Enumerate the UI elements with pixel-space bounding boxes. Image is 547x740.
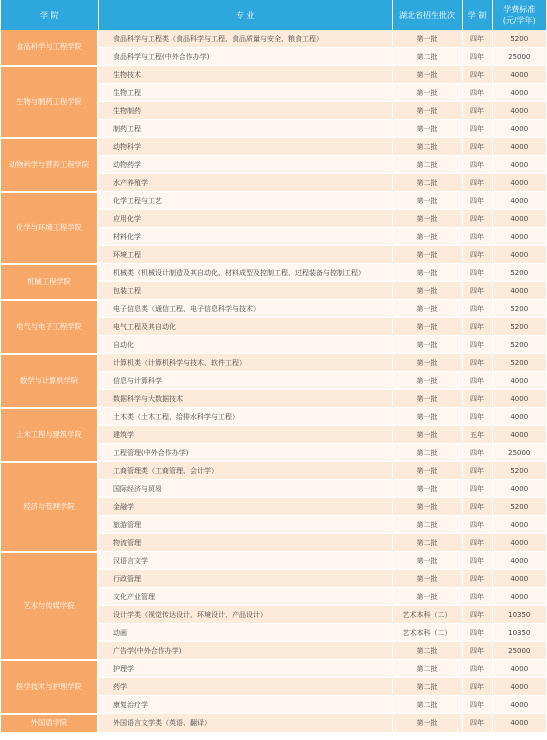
batch-cell: 第一批: [392, 300, 462, 318]
batch-cell: 第一批: [392, 210, 462, 228]
fee-cell: 25000: [492, 642, 546, 660]
batch-cell: 第一批: [392, 282, 462, 300]
years-cell: 四年: [462, 642, 492, 660]
major-cell: 材料化学: [98, 228, 392, 246]
major-cell: 旅游管理: [98, 516, 392, 534]
years-cell: 四年: [462, 570, 492, 588]
major-cell: 水产养殖学: [98, 174, 392, 192]
major-cell: 国际经济与贸易: [98, 480, 392, 498]
header-major: 专 业: [98, 0, 392, 30]
fee-cell: 4000: [492, 174, 546, 192]
batch-cell: 第二批: [392, 48, 462, 66]
years-cell: 五年: [462, 426, 492, 444]
years-cell: 四年: [462, 606, 492, 624]
years-cell: 四年: [462, 660, 492, 678]
years-cell: 四年: [462, 336, 492, 354]
table-row: [1, 300, 546, 318]
college-cell: 动物科学与营养工程学院: [1, 138, 98, 192]
header-college: 学 院: [1, 0, 98, 30]
batch-cell: 第一批: [392, 264, 462, 282]
fee-cell: 4000: [492, 570, 546, 588]
fee-cell: 4000: [492, 660, 546, 678]
college-cell: 艺术与传媒学院: [1, 552, 98, 660]
batch-cell: 第二批: [392, 696, 462, 714]
major-cell: 外国语言文学类（英语、翻译）: [98, 714, 392, 733]
table-row: [1, 552, 546, 570]
years-cell: 四年: [462, 138, 492, 156]
fee-cell: 4000: [492, 390, 546, 408]
fee-cell: 25000: [492, 48, 546, 66]
fee-cell: 10350: [492, 606, 546, 624]
batch-cell: 第二批: [392, 678, 462, 696]
table-row: [1, 354, 546, 372]
fee-cell: 5200: [492, 462, 546, 480]
major-cell: 行政管理: [98, 570, 392, 588]
header-years: 学 制: [462, 0, 492, 30]
header-fee-line2: (元/学年): [502, 16, 536, 25]
college-cell: 医学技术与护理学院: [1, 660, 98, 714]
college-cell: 外国语学院: [1, 714, 98, 733]
batch-cell: 第一批: [392, 246, 462, 264]
fee-cell: 5200: [492, 318, 546, 336]
batch-cell: 艺术本科（二）: [392, 624, 462, 642]
years-cell: 四年: [462, 714, 492, 733]
years-cell: 四年: [462, 372, 492, 390]
years-cell: 四年: [462, 444, 492, 462]
major-cell: 信息与计算科学: [98, 372, 392, 390]
fee-cell: 4000: [492, 714, 546, 733]
fee-cell: 4000: [492, 426, 546, 444]
fee-cell: 5200: [492, 336, 546, 354]
years-cell: 四年: [462, 66, 492, 84]
fee-cell: 5200: [492, 30, 546, 48]
college-cell: 生物与制药工程学院: [1, 66, 98, 138]
years-cell: 四年: [462, 246, 492, 264]
fee-cell: 4000: [492, 696, 546, 714]
years-cell: 四年: [462, 678, 492, 696]
major-cell: 化学工程与工艺: [98, 192, 392, 210]
fee-cell: 5200: [492, 264, 546, 282]
batch-cell: 第一批: [392, 552, 462, 570]
header-fee: [492, 0, 546, 30]
major-cell: 自动化: [98, 336, 392, 354]
major-cell: 工程管理(中外合作办学): [98, 444, 392, 462]
years-cell: 四年: [462, 462, 492, 480]
fee-cell: 5200: [492, 354, 546, 372]
years-cell: 四年: [462, 174, 492, 192]
major-cell: 包装工程: [98, 282, 392, 300]
table-header: [1, 0, 546, 30]
major-cell: 生物制药: [98, 102, 392, 120]
table-body: [1, 30, 546, 733]
fee-cell: 4000: [492, 588, 546, 606]
college-cell: 机械工程学院: [1, 264, 98, 300]
major-cell: 护理学: [98, 660, 392, 678]
major-cell: 动物药学: [98, 156, 392, 174]
years-cell: 四年: [462, 318, 492, 336]
batch-cell: 第一批: [392, 192, 462, 210]
batch-cell: 第一批: [392, 84, 462, 102]
fee-cell: 4000: [492, 246, 546, 264]
major-cell: 计算机类（计算机科学与技术、软件工程）: [98, 354, 392, 372]
years-cell: 四年: [462, 192, 492, 210]
batch-cell: 第一批: [392, 354, 462, 372]
years-cell: 四年: [462, 480, 492, 498]
batch-cell: 第一批: [392, 318, 462, 336]
years-cell: 四年: [462, 552, 492, 570]
major-cell: 动物科学: [98, 138, 392, 156]
major-cell: 土木类（土木工程、给排水科学与工程）: [98, 408, 392, 426]
batch-cell: 艺术本科（二）: [392, 606, 462, 624]
fee-cell: 4000: [492, 516, 546, 534]
batch-cell: 第二批: [392, 660, 462, 678]
batch-cell: 第一批: [392, 390, 462, 408]
batch-cell: 第一批: [392, 714, 462, 733]
fee-cell: 4000: [492, 372, 546, 390]
batch-cell: 第二批: [392, 516, 462, 534]
college-cell: 经济与管理学院: [1, 462, 98, 552]
major-cell: 环境工程: [98, 246, 392, 264]
table-row: [1, 66, 546, 84]
years-cell: 四年: [462, 120, 492, 138]
fee-cell: 4000: [492, 408, 546, 426]
college-cell: 食品科学与工程学院: [1, 30, 98, 66]
table-row: [1, 660, 546, 678]
major-cell: 物流管理: [98, 534, 392, 552]
fee-cell: 5200: [492, 300, 546, 318]
years-cell: 四年: [462, 282, 492, 300]
major-cell: 建筑学: [98, 426, 392, 444]
fee-cell: 4000: [492, 282, 546, 300]
fee-cell: 4000: [492, 156, 546, 174]
batch-cell: 第一批: [392, 228, 462, 246]
years-cell: 四年: [462, 498, 492, 516]
header-fee-line1: 学费标准: [503, 5, 536, 14]
major-cell: 食品科学与工程(中外合作办学): [98, 48, 392, 66]
fee-cell: 4000: [492, 210, 546, 228]
years-cell: 四年: [462, 210, 492, 228]
batch-cell: 第一批: [392, 498, 462, 516]
batch-cell: 第二批: [392, 174, 462, 192]
major-cell: 电子信息类（通信工程、电子信息科学与技术）: [98, 300, 392, 318]
college-cell: 数学与计算机学院: [1, 354, 98, 408]
fee-cell: 4000: [492, 552, 546, 570]
batch-cell: 第一批: [392, 426, 462, 444]
batch-cell: 第一批: [392, 336, 462, 354]
major-cell: 设计学类（视觉传达设计、环境设计、产品设计）: [98, 606, 392, 624]
years-cell: 四年: [462, 534, 492, 552]
batch-cell: 第一批: [392, 66, 462, 84]
major-cell: 工商管理类（工商管理、会计学）: [98, 462, 392, 480]
major-cell: 应用化学: [98, 210, 392, 228]
batch-cell: 第一批: [392, 30, 462, 48]
college-cell: 化学与环境工程学院: [1, 192, 98, 264]
years-cell: 四年: [462, 408, 492, 426]
table-row: [1, 714, 546, 733]
table-row: [1, 264, 546, 282]
years-cell: 四年: [462, 84, 492, 102]
years-cell: 四年: [462, 588, 492, 606]
batch-cell: 第二批: [392, 138, 462, 156]
batch-cell: 第一批: [392, 462, 462, 480]
fee-cell: 5200: [492, 498, 546, 516]
major-cell: 生物技术: [98, 66, 392, 84]
fee-cell: 4000: [492, 678, 546, 696]
batch-cell: 第一批: [392, 588, 462, 606]
table-row: [1, 30, 546, 48]
batch-cell: 第二批: [392, 444, 462, 462]
years-cell: 四年: [462, 30, 492, 48]
major-cell: 康复治疗学: [98, 696, 392, 714]
years-cell: 四年: [462, 696, 492, 714]
fee-cell: 25000: [492, 444, 546, 462]
major-cell: 电气工程及其自动化: [98, 318, 392, 336]
fee-cell: 4000: [492, 138, 546, 156]
fee-cell: 4000: [492, 66, 546, 84]
college-cell: 电气与电子工程学院: [1, 300, 98, 354]
fee-cell: 4000: [492, 120, 546, 138]
fee-cell: 4000: [492, 192, 546, 210]
years-cell: 四年: [462, 264, 492, 282]
years-cell: 四年: [462, 300, 492, 318]
batch-cell: 第一批: [392, 120, 462, 138]
major-cell: 金融学: [98, 498, 392, 516]
fee-cell: 10350: [492, 624, 546, 642]
college-cell: 土木工程与建筑学院: [1, 408, 98, 462]
fee-cell: 4000: [492, 228, 546, 246]
major-cell: 食品科学与工程类（食品科学与工程、食品质量与安全、粮食工程）: [98, 30, 392, 48]
fee-cell: 4000: [492, 102, 546, 120]
years-cell: 四年: [462, 390, 492, 408]
table-row: [1, 462, 546, 480]
years-cell: 四年: [462, 354, 492, 372]
batch-cell: 第一批: [392, 408, 462, 426]
years-cell: 四年: [462, 624, 492, 642]
table-row: [1, 408, 546, 426]
header-batch: 湖北省招生批次: [392, 0, 462, 30]
batch-cell: 第一批: [392, 570, 462, 588]
batch-cell: 第一批: [392, 480, 462, 498]
batch-cell: 第二批: [392, 642, 462, 660]
major-cell: 广告学(中外合作办学): [98, 642, 392, 660]
major-cell: 数据科学与大数据技术: [98, 390, 392, 408]
table-row: [1, 192, 546, 210]
fee-cell: 4000: [492, 534, 546, 552]
batch-cell: 第二批: [392, 534, 462, 552]
major-cell: 文化产业管理: [98, 588, 392, 606]
batch-cell: 第一批: [392, 102, 462, 120]
years-cell: 四年: [462, 516, 492, 534]
major-cell: 生物工程: [98, 84, 392, 102]
major-cell: 动画: [98, 624, 392, 642]
major-cell: 药学: [98, 678, 392, 696]
years-cell: 四年: [462, 156, 492, 174]
major-cell: 机械类（机械设计制造及其自动化、材料成型及控制工程、过程装备与控制工程）: [98, 264, 392, 282]
years-cell: 四年: [462, 48, 492, 66]
admission-table: [1, 0, 546, 734]
major-cell: 汉语言文学: [98, 552, 392, 570]
fee-cell: 4000: [492, 84, 546, 102]
major-cell: 制药工程: [98, 120, 392, 138]
years-cell: 四年: [462, 102, 492, 120]
fee-cell: 4000: [492, 480, 546, 498]
table-row: [1, 138, 546, 156]
years-cell: 四年: [462, 228, 492, 246]
batch-cell: 第一批: [392, 372, 462, 390]
batch-cell: 第二批: [392, 156, 462, 174]
